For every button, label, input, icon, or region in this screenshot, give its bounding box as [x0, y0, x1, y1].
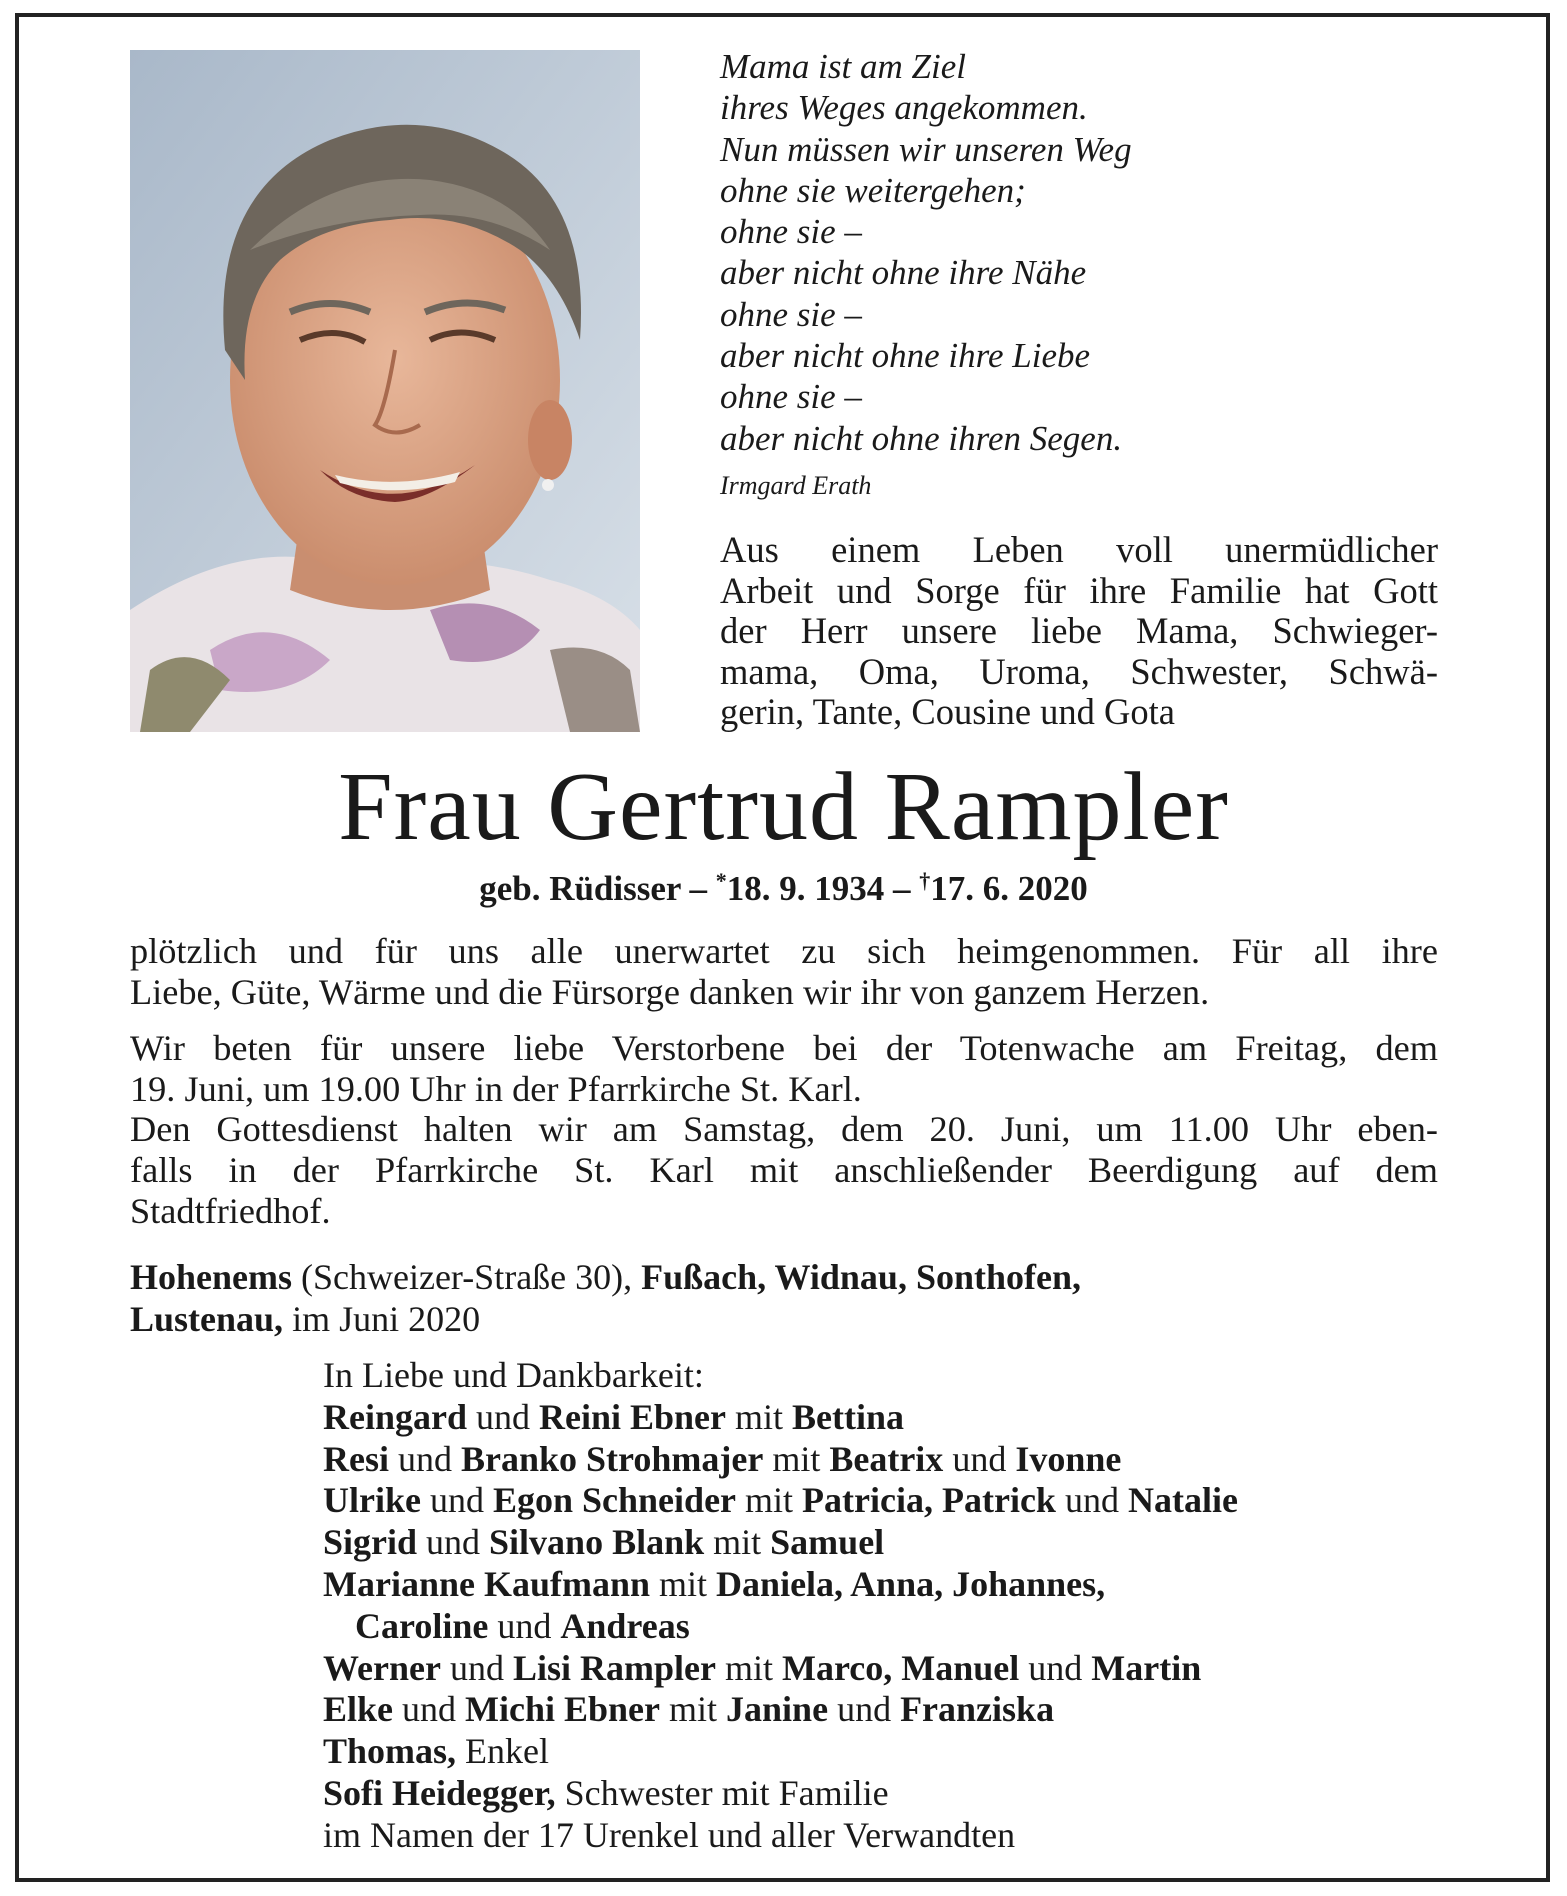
- mourner-name: Resi: [323, 1438, 389, 1479]
- connector: und: [398, 1438, 452, 1479]
- paragraph-line: Liebe, Güte, Wärme und die Fürsorge danken wir ihr von ganzem Herzen.: [130, 971, 1210, 1012]
- mourner-row: [323, 1522, 1443, 1564]
- deceased-name: Frau Gertrud Rampler: [338, 753, 1229, 861]
- places-and-date: [130, 1256, 1438, 1340]
- connector: und: [449, 1647, 504, 1688]
- poem-line: Nun müssen wir unseren Weg: [720, 129, 1132, 169]
- mourner-name: Patricia, Patrick: [802, 1480, 1056, 1521]
- place-town: Hohenems: [130, 1257, 292, 1297]
- paragraph-line: 19. Juni, um 19.00 Uhr in der Pfarrkirche St. Karl.: [130, 1068, 862, 1109]
- connector: und: [476, 1396, 530, 1437]
- mourner-row: [323, 1773, 1443, 1815]
- mourner-name: Ivonne: [1015, 1438, 1122, 1479]
- connector: und: [497, 1605, 552, 1646]
- mourner-name: Martin: [1091, 1647, 1202, 1688]
- maiden-name: geb. Rüdisser: [479, 869, 681, 908]
- mourners-list: [323, 1355, 1443, 1857]
- connector: mit: [669, 1689, 718, 1730]
- mourner-name: Sofi Heidegger,: [323, 1772, 556, 1813]
- mourner-name: Daniela, Anna, Johannes,: [716, 1563, 1106, 1604]
- paragraph-line: Den Gottesdienst halten wir am Samstag, dem 20. Juni, um 11.00 Uhr eben-: [130, 1109, 1438, 1149]
- mourner-name: Bettina: [792, 1396, 905, 1437]
- separator-dash: –: [893, 869, 911, 908]
- poem-author: Irmgard Erath: [720, 471, 872, 500]
- poem: [720, 46, 1420, 459]
- mourners-closing: im Namen der 17 Urenkel und aller Verwandten: [323, 1814, 1016, 1855]
- mourner-name: Reini Ebner: [539, 1396, 727, 1437]
- mourners-heading: In Liebe und Dankbarkeit:: [323, 1355, 704, 1395]
- mourner-name: Thomas,: [323, 1731, 457, 1772]
- paragraph-funeral: [130, 1109, 1438, 1231]
- mourner-row: [323, 1648, 1443, 1690]
- place-address: (Schweizer-Straße 30),: [301, 1257, 633, 1297]
- intro-line: gerin, Tante, Cousine und Gota: [720, 691, 1175, 733]
- intro-line: Aus einem Leben voll unermüdlicher: [720, 529, 1438, 570]
- poem-line: Mama ist am Ziel: [720, 47, 966, 86]
- intro-line: mama, Oma, Uroma, Schwester, Schwä-: [720, 650, 1438, 692]
- connector: mit: [772, 1438, 821, 1479]
- poem-line: aber nicht ohne ihre Nähe: [720, 253, 1087, 293]
- mourner-name: Natalie: [1127, 1480, 1238, 1521]
- mourner-name: Branko Strohmajer: [461, 1438, 764, 1479]
- mourner-name: Marianne Kaufmann: [323, 1563, 651, 1604]
- connector: und: [952, 1438, 1007, 1479]
- relation: Enkel: [465, 1731, 550, 1772]
- birth-symbol: *: [715, 868, 727, 893]
- paragraph-announcement: [130, 931, 1438, 1013]
- birth-death-line: [0, 868, 1567, 910]
- connector: mit: [724, 1647, 773, 1688]
- portrait-photo: [130, 50, 640, 732]
- mourner-name: Lisi Rampler: [512, 1647, 716, 1688]
- connector: und: [429, 1480, 484, 1521]
- place-last: Lustenau,: [130, 1299, 284, 1339]
- mourner-name: Reingard: [323, 1396, 467, 1437]
- connector: und: [402, 1689, 457, 1730]
- paragraph-line: Stadtfriedhof.: [130, 1190, 331, 1231]
- mourner-row: [323, 1480, 1443, 1522]
- mourner-row: [323, 1564, 1443, 1606]
- poem-line: aber nicht ohne ihren Segen.: [720, 418, 1123, 458]
- mourner-row: [323, 1439, 1443, 1481]
- paragraph-line: Wir beten für unsere liebe Verstorbene bei der Totenwache am Freitag, dem: [130, 1028, 1438, 1068]
- connector: und: [837, 1689, 892, 1730]
- paragraph-line: falls in der Pfarrkirche St. Karl mit anschließender Beerdigung auf dem: [130, 1149, 1438, 1190]
- mourner-name: Silvano Blank: [489, 1522, 705, 1563]
- mourner-name: Beatrix: [829, 1438, 944, 1479]
- intro-line: der Herr unsere liebe Mama, Schwieger-: [720, 610, 1438, 652]
- intro-line: Arbeit und Sorge für ihre Familie hat Gott: [720, 569, 1438, 611]
- poem-line: ohne sie –: [720, 212, 862, 252]
- mourner-name: Sigrid: [323, 1522, 418, 1563]
- mourner-name: Andreas: [560, 1605, 690, 1646]
- mourner-name: Franziska: [900, 1689, 1055, 1730]
- mourner-name: Michi Ebner: [465, 1689, 661, 1730]
- connector: und: [426, 1522, 481, 1563]
- mourner-name: Ulrike: [323, 1480, 421, 1521]
- connector: und: [1028, 1647, 1083, 1688]
- poem-line: aber nicht ohne ihre Liebe: [720, 336, 1091, 376]
- poem-line: ohne sie –: [720, 377, 862, 417]
- mourner-row: [323, 1689, 1443, 1731]
- relation: Schwester mit Familie: [564, 1772, 889, 1813]
- mourner-row: [323, 1606, 1443, 1648]
- connector: mit: [735, 1396, 784, 1437]
- mourner-row: [323, 1731, 1443, 1773]
- date-line: im Juni 2020: [292, 1299, 481, 1339]
- death-date: 17. 6. 2020: [930, 869, 1088, 908]
- paragraph-line: plötzlich und für uns alle unerwartet zu sich heimgenommen. Für all ihre: [130, 931, 1438, 971]
- mourner-row: [323, 1397, 1443, 1439]
- death-symbol: †: [919, 868, 931, 893]
- place-others: Fußach, Widnau, Sonthofen,: [641, 1257, 1081, 1297]
- connector: und: [1064, 1480, 1119, 1521]
- connector: mit: [745, 1480, 794, 1521]
- poem-line: ihres Weges angekommen.: [720, 88, 1088, 128]
- mourner-name: Caroline: [355, 1605, 489, 1646]
- connector: mit: [659, 1563, 708, 1604]
- portrait-illustration: [130, 50, 640, 732]
- mourner-name: Marco, Manuel: [781, 1647, 1020, 1688]
- mourner-name: Egon Schneider: [492, 1480, 737, 1521]
- poem-line: ohne sie –: [720, 294, 862, 334]
- connector: mit: [713, 1522, 762, 1563]
- poem-line: ohne sie weitergehen;: [720, 170, 1026, 210]
- mourner-name: Elke: [323, 1689, 394, 1730]
- mourner-name: Janine: [726, 1689, 829, 1730]
- intro-paragraph: [720, 530, 1438, 733]
- separator-dash: –: [689, 869, 708, 908]
- mourner-name: Werner: [323, 1647, 441, 1688]
- paragraph-wake: [130, 1028, 1438, 1110]
- mourner-name: Samuel: [770, 1522, 885, 1563]
- birth-date: 18. 9. 1934: [726, 869, 885, 908]
